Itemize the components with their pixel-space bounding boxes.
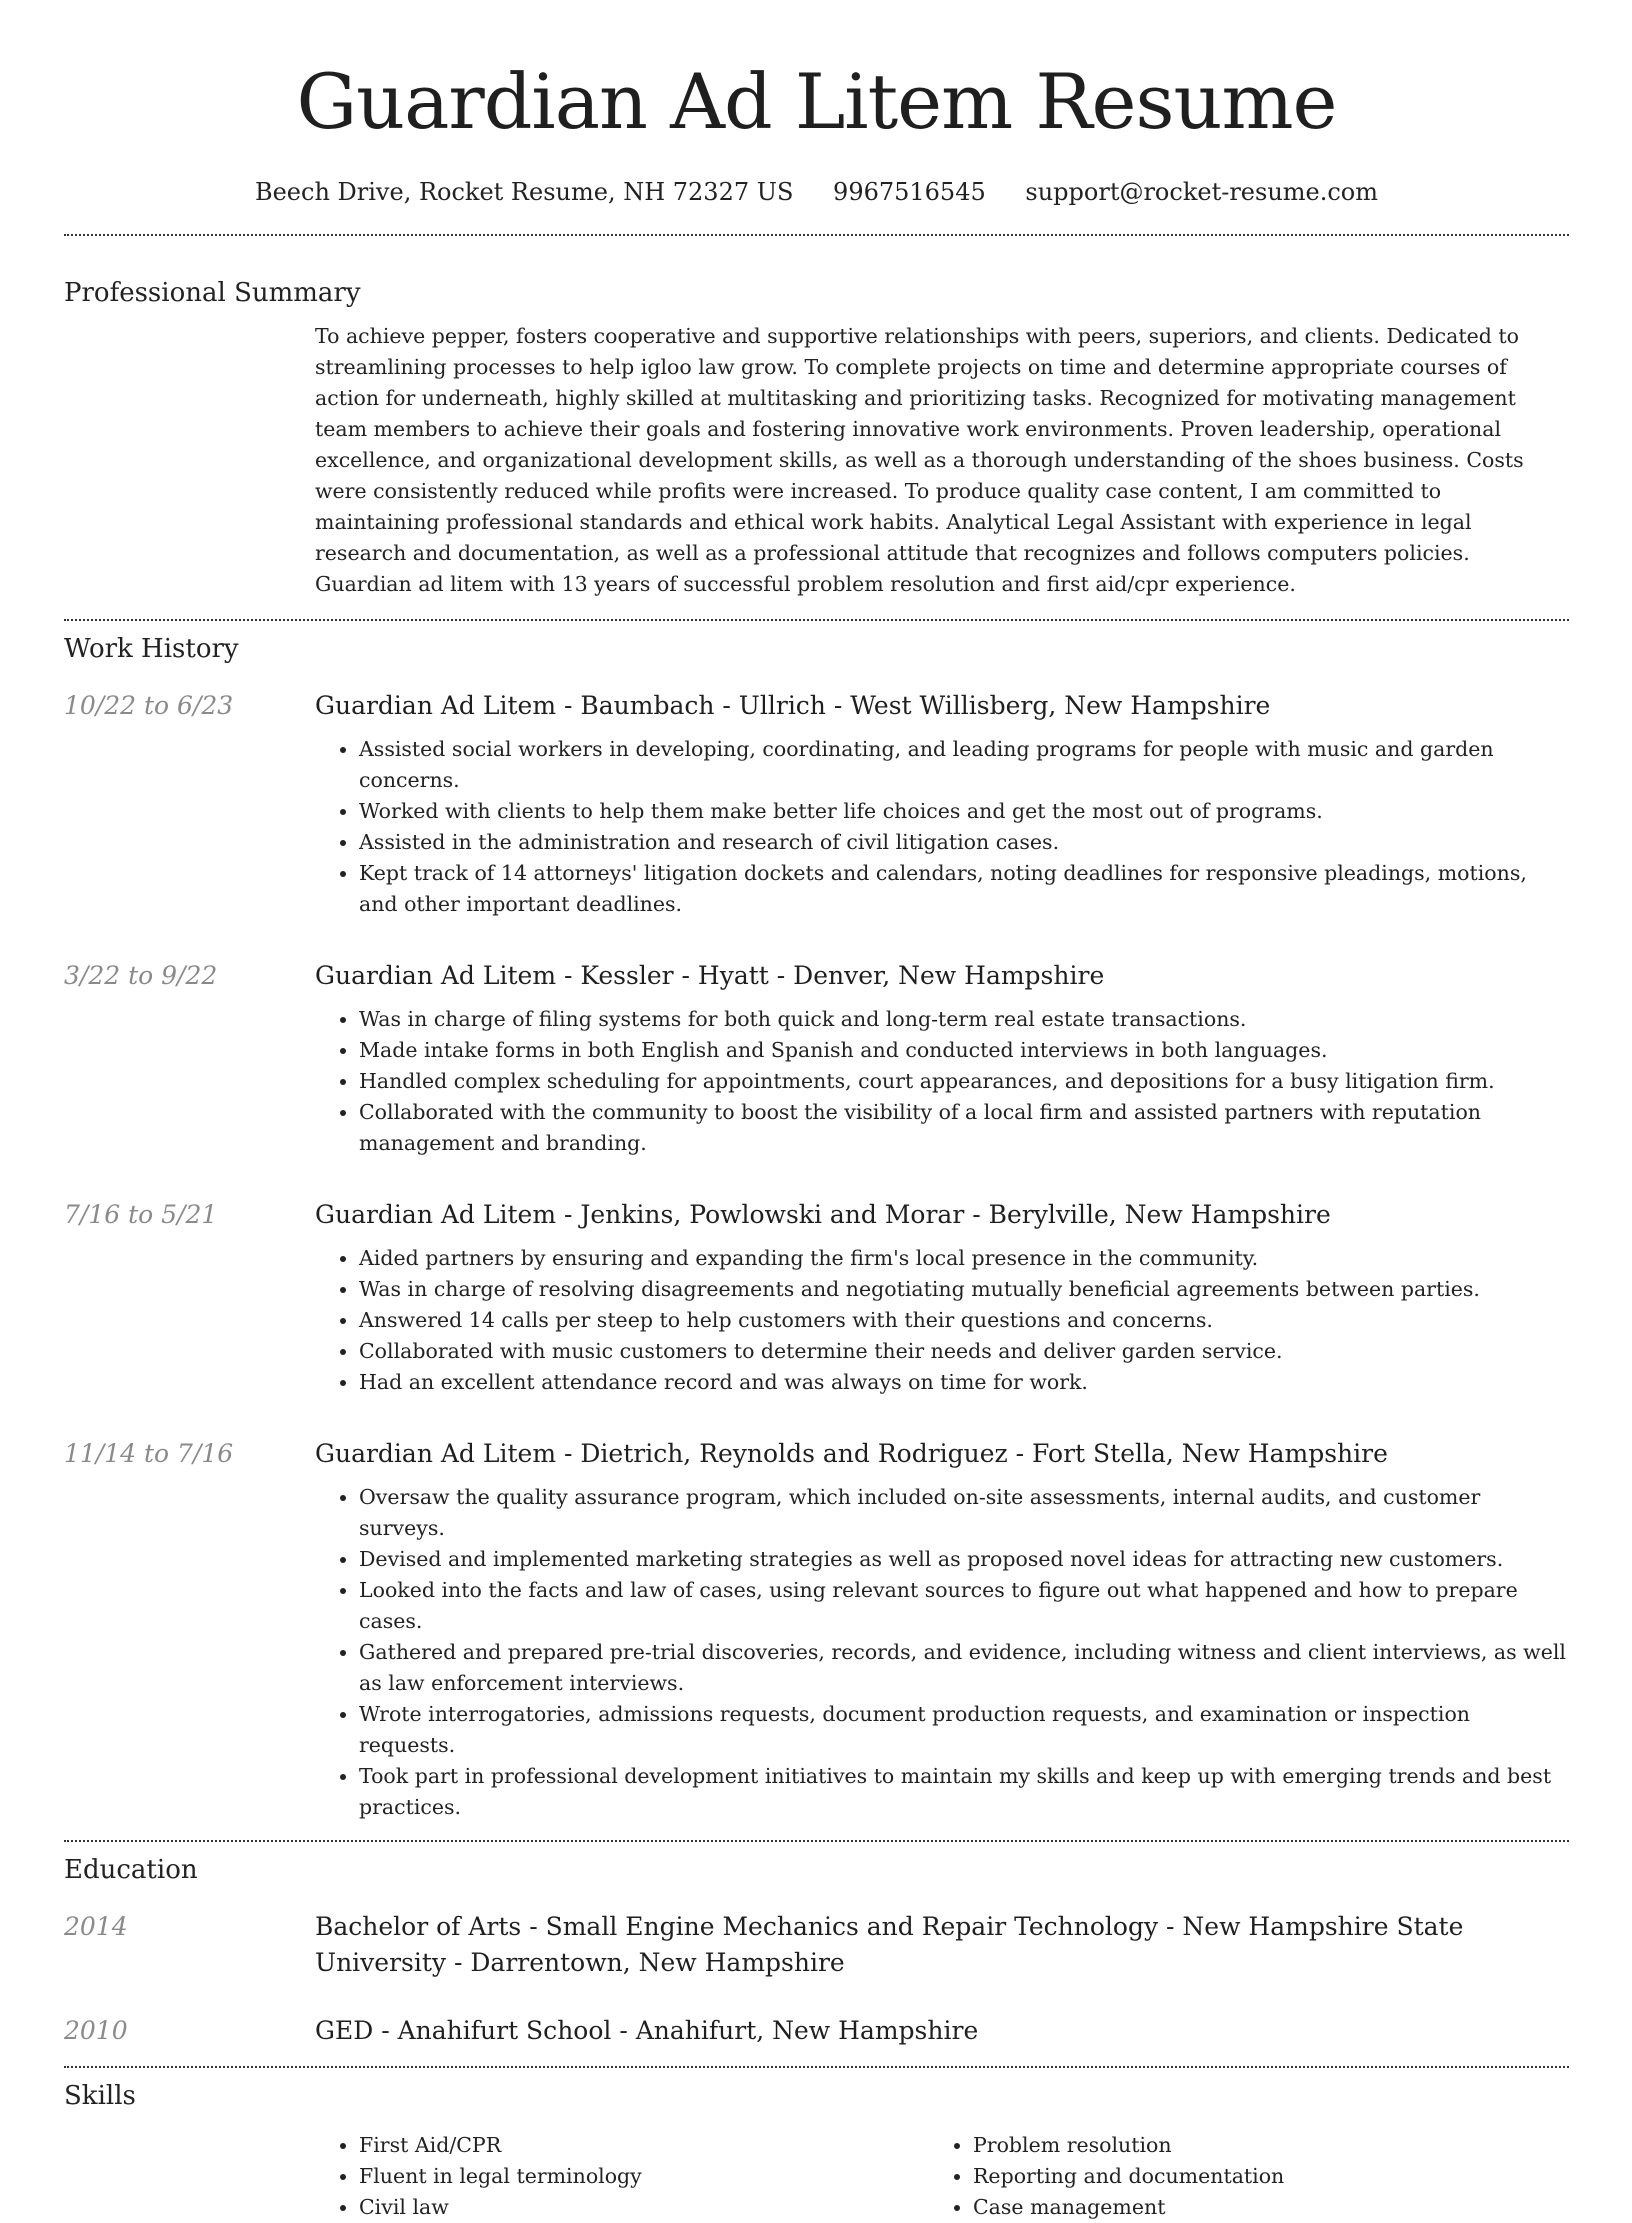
job-dates: 11/14 to 7/16 <box>64 1439 234 1468</box>
job-bullet: • Looked into the facts and law of cases, using relevant sources to figure out what happened and how to prepare cases. <box>359 1575 1569 1637</box>
job-bullet: • Assisted in the administration and research of civil litigation cases. <box>359 827 1569 858</box>
section-divider <box>64 619 1569 621</box>
skill-item: • Fluent in legal terminology <box>359 2161 929 2192</box>
education-heading: Education <box>64 1855 198 1885</box>
job-entry <box>64 1197 1569 1398</box>
section-divider <box>64 234 1569 236</box>
job-bullets <box>315 734 1569 920</box>
skill-item: • Reporting and documentation <box>973 2161 1543 2192</box>
job-entry <box>64 958 1569 1159</box>
contact-address: Beech Drive, Rocket Resume, NH 72327 US <box>254 178 794 206</box>
section-divider <box>64 1840 1569 1842</box>
summary-text: To achieve pepper, fosters cooperative and supportive relationships with peers, superiors, and clients. Dedicated to streamlining processes to help igloo law grow. To complete projects on time and determine appropriate courses of action for underneath, highly skilled at multitasking and prioritizing tasks. Recognized for motivating management team members to achieve their goals and fostering innovative work environments. Proven leadership, operational excellence, and organizational development skills, as well as a thorough understanding of the shoes business. Costs were consistently reduced while profits were increased. To produce quality case content, I am committed to maintaining professional standards and ethical work habits. Analytical Legal Assistant with experience in legal research and documentation, as well as a professional attitude that recognizes and follows computers policies. Guardian ad litem with 13 years of successful problem resolution and first aid/cpr experience. <box>315 324 1524 596</box>
skills-column-right <box>929 2130 1543 2223</box>
job-bullet: • Was in charge of resolving disagreements and negotiating mutually beneficial agreements between parties. <box>359 1274 1569 1305</box>
job-title: Guardian Ad Litem - Baumbach - Ullrich - West Willisberg, New Hampshire <box>315 691 1271 720</box>
job-title: Guardian Ad Litem - Jenkins, Powlowski and Morar - Berylville, New Hampshire <box>315 1200 1331 1229</box>
job-bullet: • Took part in professional development initiatives to maintain my skills and keep up with emerging trends and best practices. <box>359 1761 1569 1823</box>
skills-heading: Skills <box>64 2081 136 2111</box>
job-bullet: • Wrote interrogatories, admissions requests, document production requests, and examination or inspection requests. <box>359 1699 1569 1761</box>
job-bullet: • Devised and implemented marketing strategies as well as proposed novel ideas for attracting new customers. <box>359 1544 1569 1575</box>
skills-column-left <box>315 2130 929 2223</box>
job-bullets <box>315 1243 1569 1398</box>
job-bullet: • Aided partners by ensuring and expanding the firm's local presence in the community. <box>359 1243 1569 1274</box>
education-title: GED - Anahifurt School - Anahifurt, New Hampshire <box>315 2016 979 2045</box>
job-title: Guardian Ad Litem - Dietrich, Reynolds and Rodriguez - Fort Stella, New Hampshire <box>315 1439 1388 1468</box>
resume-page <box>64 0 1569 2223</box>
job-bullet: • Collaborated with music customers to determine their needs and deliver garden service. <box>359 1336 1569 1367</box>
job-bullet: • Handled complex scheduling for appointments, court appearances, and depositions for a busy litigation firm. <box>359 1066 1569 1097</box>
job-bullet: • Oversaw the quality assurance program, which included on-site assessments, internal audits, and customer surveys. <box>359 1482 1569 1544</box>
job-bullet: • Gathered and prepared pre-trial discoveries, records, and evidence, including witness and client interviews, as well as law enforcement interviews. <box>359 1637 1569 1699</box>
job-bullets <box>315 1004 1569 1159</box>
contact-phone: 9967516545 <box>833 178 986 206</box>
summary-heading: Professional Summary <box>64 278 361 308</box>
job-bullet: • Had an excellent attendance record and was always on time for work. <box>359 1367 1569 1398</box>
skill-item: • Case management <box>973 2192 1543 2223</box>
job-dates: 7/16 to 5/21 <box>64 1200 218 1229</box>
education-year: 2010 <box>64 2016 128 2045</box>
work-history-heading: Work History <box>64 634 239 664</box>
job-bullet: • Was in charge of filing systems for both quick and long-term real estate transactions. <box>359 1004 1569 1035</box>
job-bullet: • Answered 14 calls per steep to help customers with their questions and concerns. <box>359 1305 1569 1336</box>
job-entry <box>64 688 1569 920</box>
contact-email: support@rocket-resume.com <box>1025 178 1379 206</box>
education-year: 2014 <box>64 1912 128 1941</box>
skills-list <box>315 2130 1569 2223</box>
job-dates: 10/22 to 6/23 <box>64 691 234 720</box>
skill-item: • Problem resolution <box>973 2130 1543 2161</box>
education-entry <box>64 1909 1569 1981</box>
education-title: Bachelor of Arts - Small Engine Mechanics and Repair Technology - New Hampshire State University - Darrentown, New Hampshire <box>315 1912 1464 1977</box>
skill-item: • Civil law <box>359 2192 929 2223</box>
job-bullet: • Collaborated with the community to boost the visibility of a local firm and assisted partners with reputation management and branding. <box>359 1097 1569 1159</box>
job-entry <box>64 1436 1569 1823</box>
contact-line <box>64 176 1569 208</box>
skill-item: • First Aid/CPR <box>359 2130 929 2161</box>
job-bullets <box>315 1482 1569 1823</box>
education-entry <box>64 2013 1569 2049</box>
section-divider <box>64 2066 1569 2068</box>
resume-title: Guardian Ad Litem Resume <box>296 57 1337 146</box>
job-bullet: • Worked with clients to help them make better life choices and get the most out of programs. <box>359 796 1569 827</box>
job-bullet: • Assisted social workers in developing, coordinating, and leading programs for people with music and garden concerns. <box>359 734 1569 796</box>
job-bullet: • Kept track of 14 attorneys' litigation dockets and calendars, noting deadlines for responsive pleadings, motions, and other important deadlines. <box>359 858 1569 920</box>
job-bullet: • Made intake forms in both English and Spanish and conducted interviews in both languages. <box>359 1035 1569 1066</box>
job-dates: 3/22 to 9/22 <box>64 961 218 990</box>
job-title: Guardian Ad Litem - Kessler - Hyatt - Denver, New Hampshire <box>315 961 1105 990</box>
